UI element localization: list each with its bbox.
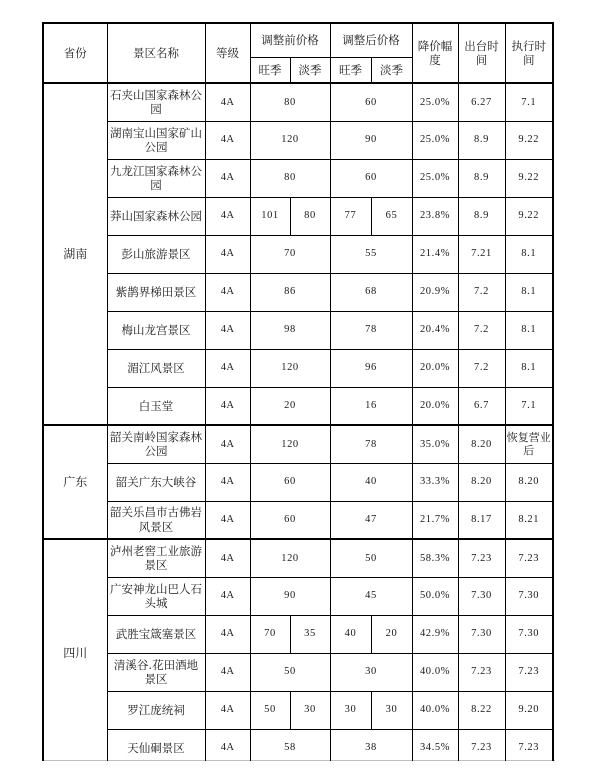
table-row <box>43 501 553 539</box>
issue-date-cell: 8.9 <box>458 197 505 235</box>
reduction-cell: 20.0% <box>412 387 458 425</box>
header-reduction: 降价幅度 <box>412 23 458 83</box>
price-after-cell: 38 <box>330 729 412 767</box>
level-cell: 4A <box>205 691 250 729</box>
price-before-cell: 60 <box>250 501 330 539</box>
issue-date-cell: 7.21 <box>458 235 505 273</box>
reduction-cell: 35.0% <box>412 425 458 463</box>
issue-date-cell: 6.7 <box>458 387 505 425</box>
effective-date-cell: 8.21 <box>505 501 553 539</box>
reduction-cell: 50.0% <box>412 577 458 615</box>
province-cell: 四川 <box>43 539 107 767</box>
price-after-cell: 16 <box>330 387 412 425</box>
level-cell: 4A <box>205 83 250 121</box>
table-row <box>43 577 553 615</box>
header-price-after: 调整后价格 <box>330 23 412 57</box>
table-row <box>43 653 553 691</box>
price-after-off-cell: 65 <box>371 197 412 235</box>
province-cell: 湖南 <box>43 83 107 425</box>
price-before-cell: 20 <box>250 387 330 425</box>
reduction-cell: 21.7% <box>412 501 458 539</box>
issue-date-cell: 7.2 <box>458 311 505 349</box>
effective-date-cell: 8.1 <box>505 235 553 273</box>
price-after-off-cell: 30 <box>371 691 412 729</box>
header-before-off: 淡季 <box>290 57 330 83</box>
reduction-cell: 21.4% <box>412 235 458 273</box>
level-cell: 4A <box>205 539 250 577</box>
price-after-cell: 78 <box>330 311 412 349</box>
scenic-name-cell: 天仙硐景区 <box>107 729 205 767</box>
level-cell: 4A <box>205 387 250 425</box>
header-after-off: 淡季 <box>371 57 412 83</box>
effective-date-cell: 9.22 <box>505 197 553 235</box>
effective-date-cell: 9.22 <box>505 159 553 197</box>
effective-date-cell: 7.30 <box>505 577 553 615</box>
effective-date-cell: 8.1 <box>505 273 553 311</box>
price-before-cell: 70 <box>250 235 330 273</box>
issue-date-cell: 7.2 <box>458 349 505 387</box>
scenic-name-cell: 白玉堂 <box>107 387 205 425</box>
level-cell: 4A <box>205 653 250 691</box>
table-row <box>43 159 553 197</box>
header-after-peak: 旺季 <box>330 57 371 83</box>
effective-date-cell: 7.23 <box>505 729 553 767</box>
price-after-cell: 45 <box>330 577 412 615</box>
reduction-cell: 20.9% <box>412 273 458 311</box>
effective-date-cell: 9.22 <box>505 121 553 159</box>
scenic-name-cell: 梅山龙宫景区 <box>107 311 205 349</box>
effective-date-cell: 7.23 <box>505 653 553 691</box>
price-after-cell: 90 <box>330 121 412 159</box>
level-cell: 4A <box>205 121 250 159</box>
effective-date-cell: 7.1 <box>505 83 553 121</box>
header-effective-date: 执行时间 <box>505 23 553 83</box>
price-after-peak-cell: 40 <box>330 615 371 653</box>
province-cell: 广东 <box>43 425 107 539</box>
table-row <box>43 235 553 273</box>
price-before-cell: 58 <box>250 729 330 767</box>
price-after-off-cell: 20 <box>371 615 412 653</box>
effective-date-cell: 9.20 <box>505 691 553 729</box>
price-after-cell: 96 <box>330 349 412 387</box>
table-row <box>43 273 553 311</box>
table-row <box>43 83 553 121</box>
issue-date-cell: 8.22 <box>458 691 505 729</box>
effective-date-cell: 7.23 <box>505 539 553 577</box>
table-row <box>43 615 553 653</box>
price-before-cell: 80 <box>250 159 330 197</box>
level-cell: 4A <box>205 577 250 615</box>
table-row <box>43 121 553 159</box>
level-cell: 4A <box>205 311 250 349</box>
header-price-before: 调整前价格 <box>250 23 330 57</box>
level-cell: 4A <box>205 159 250 197</box>
reduction-cell: 40.0% <box>412 691 458 729</box>
issue-date-cell: 7.2 <box>458 273 505 311</box>
issue-date-cell: 8.17 <box>458 501 505 539</box>
price-before-cell: 90 <box>250 577 330 615</box>
reduction-cell: 33.3% <box>412 463 458 501</box>
effective-date-cell: 7.1 <box>505 387 553 425</box>
header-issue-date: 出台时间 <box>458 23 505 83</box>
level-cell: 4A <box>205 197 250 235</box>
issue-date-cell: 7.23 <box>458 729 505 767</box>
table-row <box>43 539 553 577</box>
level-cell: 4A <box>205 273 250 311</box>
price-after-cell: 47 <box>330 501 412 539</box>
reduction-cell: 42.9% <box>412 615 458 653</box>
issue-date-cell: 7.23 <box>458 539 505 577</box>
scenic-name-cell: 韶关广东大峡谷 <box>107 463 205 501</box>
reduction-cell: 34.5% <box>412 729 458 767</box>
header-province: 省份 <box>43 23 107 83</box>
level-cell: 4A <box>205 425 250 463</box>
table-row <box>43 349 553 387</box>
reduction-cell: 25.0% <box>412 159 458 197</box>
scenic-name-cell: 九龙江国家森林公园 <box>107 159 205 197</box>
issue-date-cell: 8.20 <box>458 463 505 501</box>
price-after-cell: 40 <box>330 463 412 501</box>
effective-date-cell: 8.20 <box>505 463 553 501</box>
price-before-off-cell: 30 <box>290 691 330 729</box>
header-scenic-name: 景区名称 <box>107 23 205 83</box>
table-row <box>43 311 553 349</box>
effective-date-cell: 7.30 <box>505 615 553 653</box>
price-after-cell: 55 <box>330 235 412 273</box>
level-cell: 4A <box>205 729 250 767</box>
effective-date-cell: 8.1 <box>505 311 553 349</box>
table-header-row-primary <box>43 23 553 57</box>
reduction-cell: 25.0% <box>412 83 458 121</box>
price-before-cell: 60 <box>250 463 330 501</box>
price-before-peak-cell: 50 <box>250 691 290 729</box>
issue-date-cell: 6.27 <box>458 83 505 121</box>
price-before-off-cell: 80 <box>290 197 330 235</box>
scenic-name-cell: 紫鹊界梯田景区 <box>107 273 205 311</box>
reduction-cell: 25.0% <box>412 121 458 159</box>
scenic-name-cell: 武胜宝箴塞景区 <box>107 615 205 653</box>
level-cell: 4A <box>205 349 250 387</box>
scenic-name-cell: 广安神龙山巴人石头城 <box>107 577 205 615</box>
scenic-name-cell: 彭山旅游景区 <box>107 235 205 273</box>
price-before-peak-cell: 101 <box>250 197 290 235</box>
level-cell: 4A <box>205 463 250 501</box>
price-before-cell: 120 <box>250 349 330 387</box>
reduction-cell: 20.4% <box>412 311 458 349</box>
price-after-peak-cell: 77 <box>330 197 371 235</box>
reduction-cell: 23.8% <box>412 197 458 235</box>
header-before-peak: 旺季 <box>250 57 290 83</box>
scenic-name-cell: 石夹山国家森林公园 <box>107 83 205 121</box>
level-cell: 4A <box>205 615 250 653</box>
page-bottom-crop <box>42 761 555 775</box>
scenic-name-cell: 清溪谷.花田酒地景区 <box>107 653 205 691</box>
issue-date-cell: 8.20 <box>458 425 505 463</box>
level-cell: 4A <box>205 235 250 273</box>
scenic-name-cell: 韶关南岭国家森林公园 <box>107 425 205 463</box>
effective-date-cell: 恢复营业后 <box>505 425 553 463</box>
price-before-cell: 86 <box>250 273 330 311</box>
table-row <box>43 425 553 463</box>
issue-date-cell: 7.30 <box>458 615 505 653</box>
price-before-cell: 98 <box>250 311 330 349</box>
scenic-name-cell: 韶关乐昌市古佛岩风景区 <box>107 501 205 539</box>
issue-date-cell: 8.9 <box>458 159 505 197</box>
price-before-cell: 50 <box>250 653 330 691</box>
issue-date-cell: 7.23 <box>458 653 505 691</box>
price-after-cell: 50 <box>330 539 412 577</box>
scenic-name-cell: 罗江庞统祠 <box>107 691 205 729</box>
level-cell: 4A <box>205 501 250 539</box>
price-after-peak-cell: 30 <box>330 691 371 729</box>
price-after-cell: 60 <box>330 159 412 197</box>
table-row <box>43 387 553 425</box>
issue-date-cell: 8.9 <box>458 121 505 159</box>
reduction-cell: 20.0% <box>412 349 458 387</box>
price-after-cell: 68 <box>330 273 412 311</box>
price-before-cell: 80 <box>250 83 330 121</box>
header-level: 等级 <box>205 23 250 83</box>
price-before-cell: 120 <box>250 121 330 159</box>
reduction-cell: 58.3% <box>412 539 458 577</box>
scenic-name-cell: 泸州老窖工业旅游景区 <box>107 539 205 577</box>
price-before-peak-cell: 70 <box>250 615 290 653</box>
table-row <box>43 691 553 729</box>
scenic-name-cell: 湄江风景区 <box>107 349 205 387</box>
table-row <box>43 197 553 235</box>
price-after-cell: 78 <box>330 425 412 463</box>
reduction-cell: 40.0% <box>412 653 458 691</box>
price-before-cell: 120 <box>250 539 330 577</box>
scenic-name-cell: 莽山国家森林公园 <box>107 197 205 235</box>
issue-date-cell: 7.30 <box>458 577 505 615</box>
price-after-cell: 30 <box>330 653 412 691</box>
price-after-cell: 60 <box>330 83 412 121</box>
scenic-name-cell: 湖南宝山国家矿山公园 <box>107 121 205 159</box>
price-before-off-cell: 35 <box>290 615 330 653</box>
table-row <box>43 463 553 501</box>
price-before-cell: 120 <box>250 425 330 463</box>
effective-date-cell: 8.1 <box>505 349 553 387</box>
scenic-price-table <box>42 22 554 768</box>
